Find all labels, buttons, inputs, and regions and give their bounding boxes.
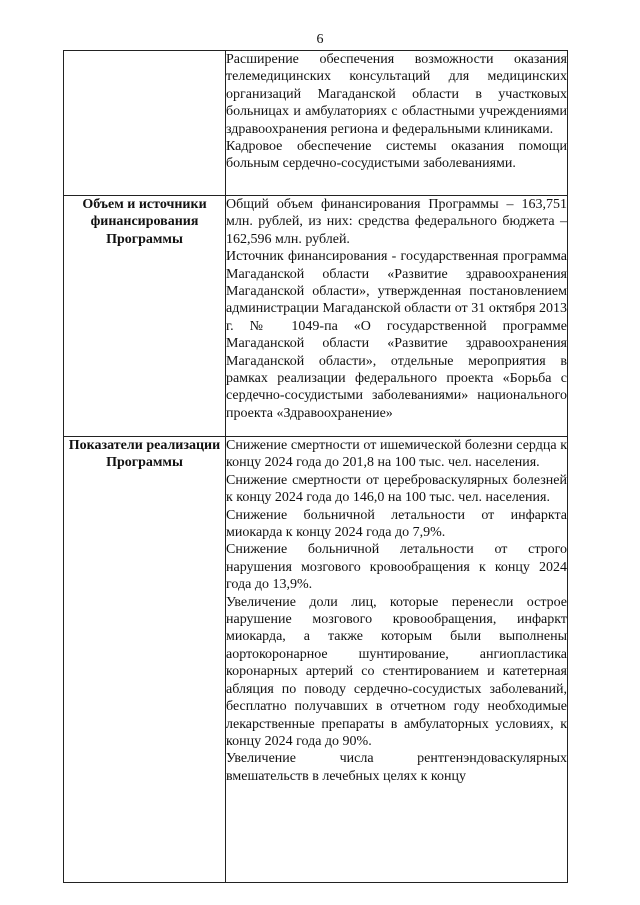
row-content-indicators [226,437,568,883]
page-number: 6 [316,32,324,47]
paragraph: Источник финансирования - государственная программа Магаданской области «Развитие здравоохранения Магаданской области», утвержденная постановлением администрации Магаданской области от 31 октября 2013 г. № 1049-па «О государственной программе Магаданской области «Развитие здравоохранения Магаданской области», отдельные мероприятия в рамках реализации федерального проекта «Борьба с сердечно-сосудистыми заболеваниями» национального проекта «Здравоохранение» [226,249,567,421]
row-content [226,51,568,196]
table-row [64,437,568,883]
paragraph: Расширение обеспечения возможности оказания телемедицинских консультаций для медицинских организаций Магаданской области в участковых больницах и амбулаториях с областными учреждениями здравоохранения региона и федеральными клиниками. [226,52,567,137]
table-row [64,196,568,437]
paragraph: Увеличение числа рентгенэндоваскулярных вмешательств в лечебных целях к концу [226,751,567,784]
row-label [64,51,226,196]
paragraph: Снижение больничной летальности от строго нарушения мозгового кровообращения к концу 2024 года до 13,9%. [226,542,567,593]
row-label-indicators: Показатели реализации Программы [64,437,226,883]
row-content-financing [226,196,568,437]
paragraph: Снижение больничной летальности от инфаркта миокарда к концу 2024 года до 7,9%. [226,507,567,541]
program-passport-table [63,50,568,883]
paragraph: Снижение смертности от ишемической болезни сердца к концу 2024 года до 201,8 на 100 тыс. чел. населения. [226,438,567,471]
paragraph: Общий объем финансирования Программы – 163,751 млн. рублей, из них: средства федерального бюджета – 162,596 млн. рублей. [226,197,567,247]
paragraph: Снижение смертности от цереброваскулярных болезней к концу 2024 года до 146,0 на 100 тыс. чел. населения. [226,472,567,506]
row-label-financing: Объем и источники финансирования Программы [64,196,226,437]
paragraph: Увеличение доли лиц, которые перенесли острое нарушение мозгового кровообращения, инфаркт миокарда, а также которым были выполнены аортокоронарное шунтирование, ангиопластика коронарных артерий со стентированием и катетерная абляция по поводу сердечно-сосудистых заболеваний, бесплатно получавших в отчетном году необходимые лекарственные препараты в амбулаторных условиях, к концу 2024 года до 90%. [226,594,567,749]
paragraph: Кадровое обеспечение системы оказания помощи больным сердечно-сосудистыми заболеваниями. [226,139,567,172]
table-row [64,51,568,196]
